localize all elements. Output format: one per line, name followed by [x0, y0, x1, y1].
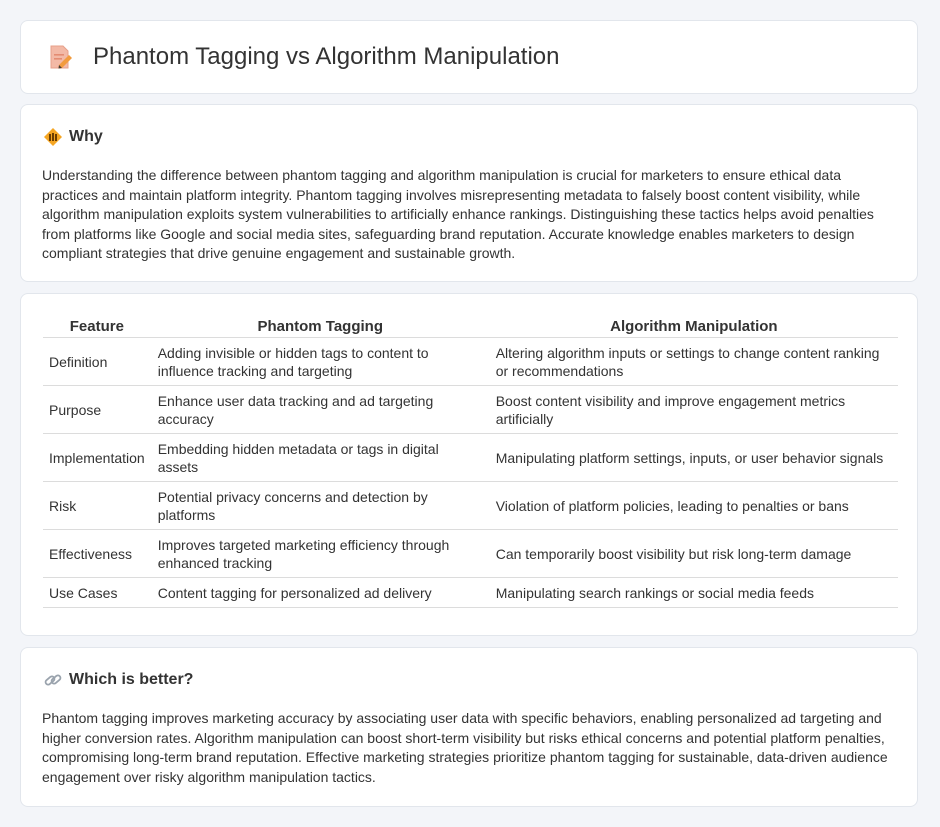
table-row	[43, 530, 898, 578]
which-is-better-section	[20, 647, 918, 807]
better-heading	[43, 670, 193, 690]
header-card	[20, 20, 918, 94]
better-title: Which is better?	[69, 671, 194, 688]
row-phantom-value: Adding invisible or hidden tags to content to influence tracking and targeting	[151, 338, 489, 386]
row-algorithm-value: Violation of platform policies, leading to penalties or bans	[489, 482, 898, 530]
why-title: Why	[69, 128, 103, 145]
table-row	[43, 338, 898, 386]
why-heading	[43, 127, 103, 147]
warning-diamond-icon	[43, 127, 63, 147]
row-feature: Risk	[43, 482, 151, 530]
row-phantom-value: Potential privacy concerns and detection by platforms	[151, 482, 489, 530]
row-feature: Effectiveness	[43, 530, 151, 578]
header-feature: Feature	[43, 316, 151, 338]
header-phantom-tagging: Phantom Tagging	[151, 316, 489, 338]
row-algorithm-value: Can temporarily boost visibility but risk long-term damage	[489, 530, 898, 578]
comparison-table-card	[20, 293, 918, 636]
title-row	[47, 43, 560, 71]
row-phantom-value: Content tagging for personalized ad delivery	[151, 578, 489, 608]
row-algorithm-value: Manipulating search rankings or social media feeds	[489, 578, 898, 608]
row-algorithm-value: Boost content visibility and improve engagement metrics artificially	[489, 386, 898, 434]
table-row	[43, 578, 898, 608]
table-header-row	[43, 316, 898, 338]
row-feature: Purpose	[43, 386, 151, 434]
link-icon	[43, 670, 63, 690]
why-body: Understanding the difference between phantom tagging and algorithm manipulation is crucial for marketers to ensure ethical data practices and maintain platform integrity. Phantom tagging involves misrepresenting metadata to falsely boost content visibility, while algorithm manipulation exploits system vulnerabilities to artificially enhance rankings. Distinguishing these tactics helps avoid penalties from platforms like Google and social media sites, safeguarding brand reputation. Accurate knowledge enables marketers to design compliant strategies that drive genuine engagement and sustainable growth.	[42, 167, 874, 261]
table-row	[43, 482, 898, 530]
document-pencil-icon	[47, 43, 73, 71]
row-feature: Definition	[43, 338, 151, 386]
table-row	[43, 434, 898, 482]
row-algorithm-value: Manipulating platform settings, inputs, or user behavior signals	[489, 434, 898, 482]
header-algorithm-manipulation: Algorithm Manipulation	[489, 316, 898, 338]
table-row	[43, 386, 898, 434]
row-phantom-value: Enhance user data tracking and ad targeting accuracy	[151, 386, 489, 434]
row-algorithm-value: Altering algorithm inputs or settings to change content ranking or recommendations	[489, 338, 898, 386]
why-section	[20, 104, 918, 282]
row-phantom-value: Improves targeted marketing efficiency through enhanced tracking	[151, 530, 489, 578]
row-feature: Use Cases	[43, 578, 151, 608]
row-feature: Implementation	[43, 434, 151, 482]
page-title: Phantom Tagging vs Algorithm Manipulation	[93, 43, 560, 70]
better-body: Phantom tagging improves marketing accuracy by associating user data with specific behaviors, enabling personalized ad targeting and higher conversion rates. Algorithm manipulation can boost short-term visibility but risks ethical concerns and potential platform penalties, compromising long-term brand reputation. Effective marketing strategies prioritize phantom tagging for sustainable, data-driven audience engagement over risky algorithm manipulation tactics.	[42, 710, 888, 785]
comparison-table	[43, 316, 898, 608]
row-phantom-value: Embedding hidden metadata or tags in digital assets	[151, 434, 489, 482]
